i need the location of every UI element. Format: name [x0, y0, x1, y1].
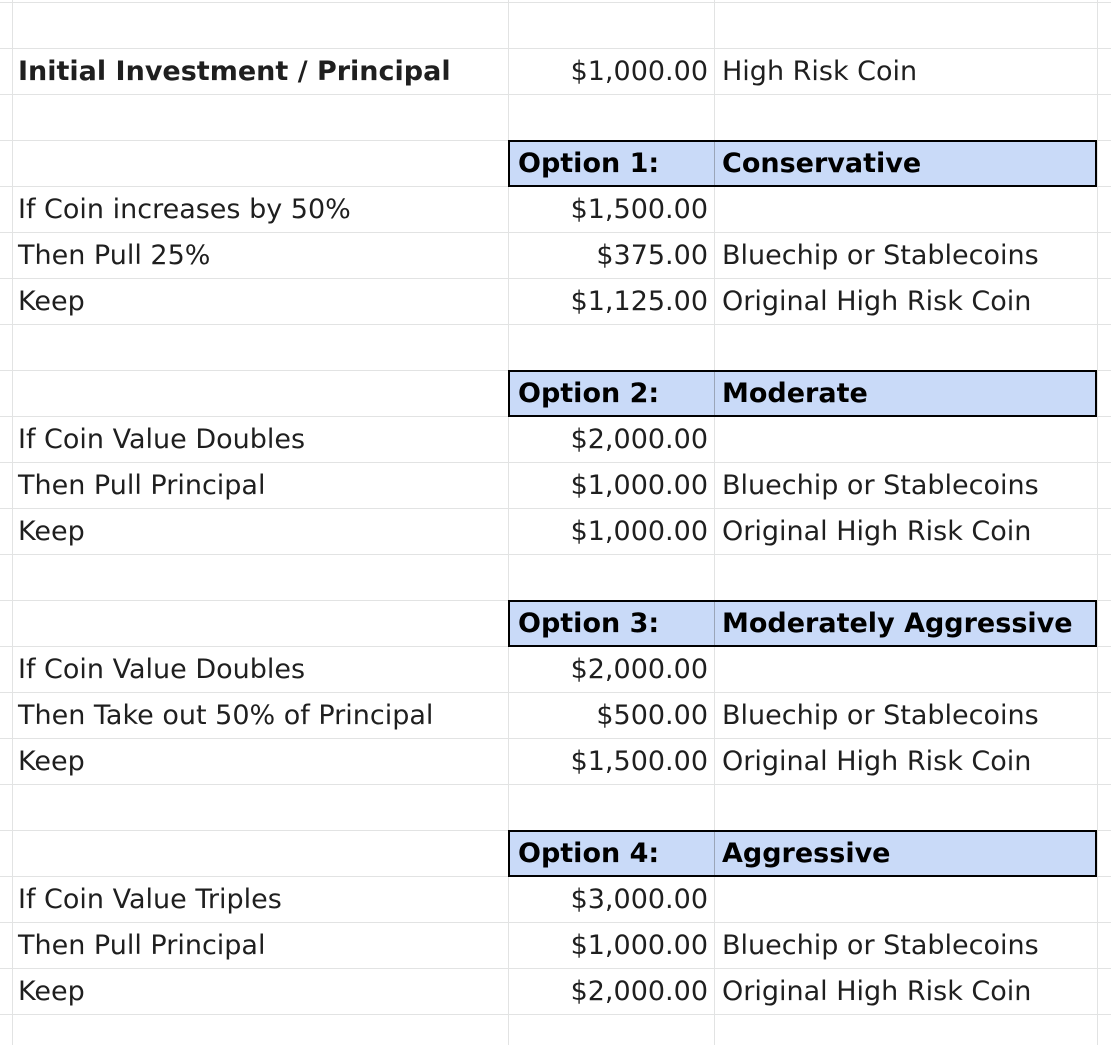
option-label: Option 2: [518, 378, 660, 409]
pull-amount[interactable]: $1,000.00 [570, 470, 708, 501]
pull-note[interactable]: Bluechip or Stablecoins [722, 700, 1039, 731]
pull-note[interactable]: Bluechip or Stablecoins [722, 470, 1039, 501]
pull-label[interactable]: Then Pull Principal [18, 470, 266, 501]
option-label: Option 4: [518, 838, 660, 869]
keep-note[interactable]: Original High Risk Coin [722, 286, 1032, 317]
row-gridline [0, 784, 1111, 785]
keep-label[interactable]: Keep [18, 516, 85, 547]
condition-amount[interactable]: $2,000.00 [570, 424, 708, 455]
option-header[interactable] [508, 370, 1097, 417]
keep-label[interactable]: Keep [18, 976, 85, 1007]
condition-amount[interactable]: $2,000.00 [570, 654, 708, 685]
header-divider [714, 602, 715, 645]
initial-investment-amount[interactable]: $1,000.00 [570, 56, 708, 87]
condition-label[interactable]: If Coin increases by 50% [18, 194, 351, 225]
pull-amount[interactable]: $500.00 [596, 700, 708, 731]
strategy-label: Conservative [722, 148, 922, 179]
condition-note[interactable] [714, 186, 1111, 232]
condition-amount[interactable]: $3,000.00 [570, 884, 708, 915]
row-gridline [0, 324, 1111, 325]
condition-note[interactable] [714, 646, 1111, 692]
pull-label[interactable]: Then Take out 50% of Principal [18, 700, 434, 731]
pull-amount[interactable]: $1,000.00 [570, 930, 708, 961]
keep-label[interactable]: Keep [18, 746, 85, 777]
initial-investment-label[interactable]: Initial Investment / Principal [18, 56, 451, 87]
column-gridline [12, 0, 13, 1045]
keep-amount[interactable]: $1,500.00 [570, 746, 708, 777]
keep-amount[interactable]: $1,125.00 [570, 286, 708, 317]
option-label: Option 1: [518, 148, 660, 179]
pull-note[interactable]: Bluechip or Stablecoins [722, 930, 1039, 961]
keep-amount[interactable]: $2,000.00 [570, 976, 708, 1007]
strategy-label: Moderately Aggressive [722, 608, 1073, 639]
option-header[interactable] [508, 600, 1097, 647]
option-header[interactable] [508, 140, 1097, 187]
condition-amount[interactable]: $1,500.00 [570, 194, 708, 225]
condition-label[interactable]: If Coin Value Doubles [18, 424, 306, 455]
keep-note[interactable]: Original High Risk Coin [722, 976, 1032, 1007]
row-gridline [0, 554, 1111, 555]
pull-label[interactable]: Then Pull 25% [18, 240, 211, 271]
row-gridline [0, 94, 1111, 95]
row-gridline [0, 1014, 1111, 1015]
pull-amount[interactable]: $375.00 [596, 240, 708, 271]
keep-amount[interactable]: $1,000.00 [570, 516, 708, 547]
condition-note[interactable] [714, 876, 1111, 922]
option-header[interactable] [508, 830, 1097, 877]
option-label: Option 3: [518, 608, 660, 639]
header-divider [714, 142, 715, 185]
pull-note[interactable]: Bluechip or Stablecoins [722, 240, 1039, 271]
initial-investment-note[interactable]: High Risk Coin [722, 56, 918, 87]
row-gridline [0, 2, 1111, 3]
keep-note[interactable]: Original High Risk Coin [722, 746, 1032, 777]
strategy-label: Aggressive [722, 838, 891, 869]
strategy-label: Moderate [722, 378, 868, 409]
pull-label[interactable]: Then Pull Principal [18, 930, 266, 961]
keep-note[interactable]: Original High Risk Coin [722, 516, 1032, 547]
condition-label[interactable]: If Coin Value Triples [18, 884, 282, 915]
header-divider [714, 832, 715, 875]
condition-label[interactable]: If Coin Value Doubles [18, 654, 306, 685]
keep-label[interactable]: Keep [18, 286, 85, 317]
header-divider [714, 372, 715, 415]
condition-note[interactable] [714, 416, 1111, 462]
